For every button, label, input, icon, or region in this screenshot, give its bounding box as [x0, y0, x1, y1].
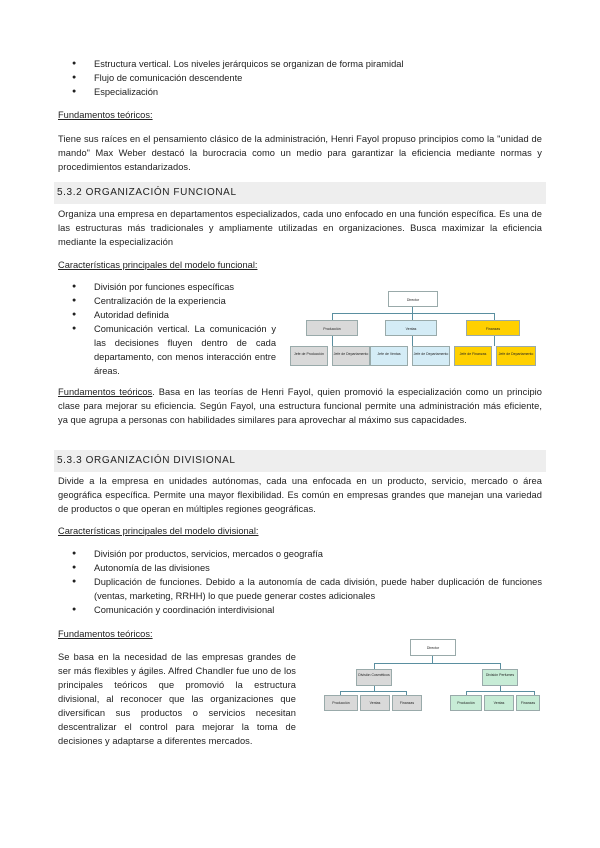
fund1-text: Tiene sus raíces en el pensamiento clásico de la administración, Henri Fayol propuso principios como la "unidad de mando" Max Weber destacó la burocracia como un medio para garantizar la eficiencia mediante normas y procedimientos estandarizados. [58, 134, 542, 172]
org-dept: Ventas [385, 320, 437, 336]
list-item: ● Duplicación de funciones. Debido a la autonomía de cada división, puede haber duplicación de funciones (ventas, marketing, RRHH) lo que puede generar costes adicionales [58, 575, 542, 603]
list-item: ● División por productos, servicios, mercados o geografía [58, 547, 542, 561]
section-heading-533: 5.3.3 ORGANIZACIÓN DIVISIONAL [54, 450, 546, 472]
sec533-bullets [58, 547, 542, 617]
list-item: ● Centralización de la experiencia [58, 294, 276, 308]
org-division: División Perfumes [482, 669, 518, 686]
sec532-bullets [58, 280, 276, 378]
list-item: ● Flujo de comunicación descendente [58, 71, 542, 85]
sec533-fund-text: Se basa en la necesidad de las empresas grandes de ser más flexibles y ágiles. Alfred Chandler fue uno de los principales teóricos que promovió la estructura divisional, al reconocer que las organizaciones que diversifican sus productos o servicios necesitan descentralizar el control para mejorar la toma de decisiones y adaptarse a diferentes mercados. [58, 652, 296, 746]
sec533-char-label: Características principales del modelo divisional: [58, 526, 259, 536]
list-item: ● Comunicación y coordinación interdivisional [58, 603, 542, 617]
sec532-fund [58, 385, 542, 427]
divisional-org-chart [324, 636, 540, 718]
org-leaf: Jefe de Departamento [332, 346, 370, 366]
list-item: ● Especialización [58, 85, 542, 99]
sec532-fund-label: Fundamentos teóricos [58, 387, 153, 397]
org-division: División Cosméticos [356, 669, 392, 686]
list-item: ● Autonomía de las divisiones [58, 561, 542, 575]
org-leaf: Jefe de Producción [290, 346, 328, 366]
list-item: ● Comunicación vertical. La comunicación y las decisiones fluyen dentro de cada departamento, con menos interacción entre áreas. [58, 322, 276, 378]
org-leaf: Jefe de Finanzas [454, 346, 492, 366]
org-leaf: Ventas [360, 695, 390, 711]
sec532-intro: Organiza una empresa en departamentos especializados, cada uno enfocado en una función específica. Es una de las estructuras más tradicionales y ampliamente utilizadas en organizaciones. Busca maximizar la eficiencia mediante la especialización [58, 209, 542, 247]
org-leaf: Ventas [484, 695, 514, 711]
fund1-label: Fundamentos teóricos: [58, 110, 153, 120]
sec532-fund-text: . Basa en las teorías de Henri Fayol, quien promovió la especialización como un principio clase para mejorar su eficiencia. Según Fayol, una estructura funcional permite una administración más eficiente, ya que agrupa a personas con habilidades similares para aprovechar al máximo sus capacidades. [58, 387, 543, 425]
list-item: ● Estructura vertical. Los niveles jerárquicos se organizan de forma piramidal [58, 57, 542, 71]
org-root: Director [388, 291, 438, 307]
structure-bullets [58, 57, 542, 99]
sec532-char-label: Características principales del modelo funcional: [58, 260, 258, 270]
org-leaf: Producción [324, 695, 358, 711]
org-leaf: Jefe de Departamento [412, 346, 450, 366]
org-leaf: Jefe de Departamento [496, 346, 536, 366]
list-item: ● Autoridad definida [58, 308, 276, 322]
list-item: ● División por funciones específicas [58, 280, 276, 294]
org-root: Director [410, 639, 456, 656]
org-leaf: Finanzas [516, 695, 540, 711]
sec533-intro: Divide a la empresa en unidades autónomas, cada una enfocada en un producto, servicio, mercado o área geográfica específica. Permite una mayor flexibilidad. Es común en empresas grandes que manejan una variedad de productos o que operan en múltiples regiones geográficas. [58, 476, 542, 514]
org-leaf: Producción [450, 695, 482, 711]
org-leaf: Jefe de Ventas [370, 346, 408, 366]
functional-org-chart [288, 288, 542, 370]
org-leaf: Finanzas [392, 695, 422, 711]
org-dept: Producción [306, 320, 358, 336]
sec533-fund-label: Fundamentos teóricos: [58, 629, 153, 639]
org-dept: Finanzas [466, 320, 520, 336]
section-heading-532: 5.3.2 ORGANIZACIÓN FUNCIONAL [54, 182, 546, 204]
